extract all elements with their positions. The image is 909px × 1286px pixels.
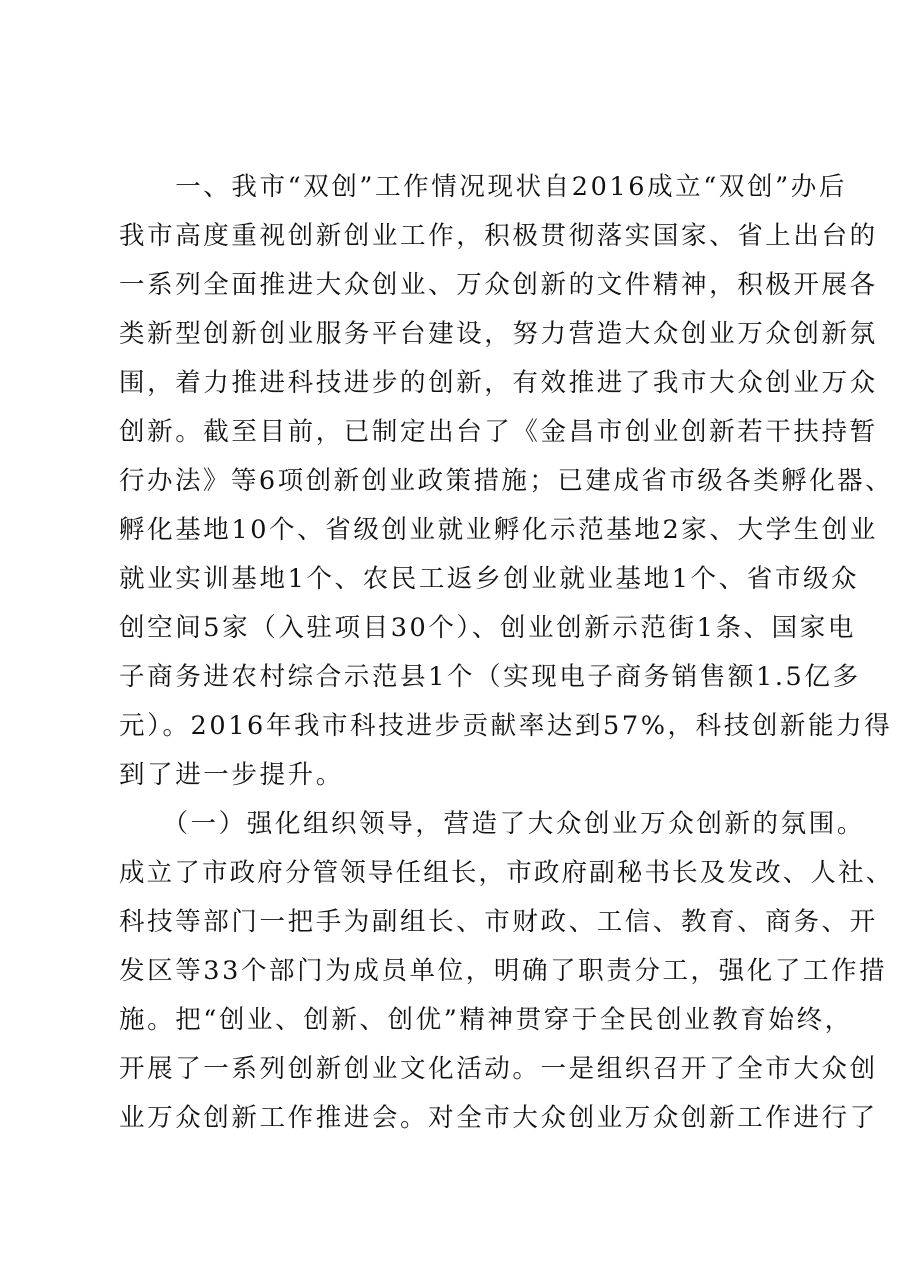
text-line: 元）。2016年我市科技进步贡献率达到57%，科技创新能力得 [119, 711, 893, 741]
text-line: 类新型创新创业服务平台建设，努力营造大众创业万众创新氛 [119, 319, 878, 349]
text-line: 创新。截至目前，已制定出台了《金昌市创业创新若干扶持暂 [119, 417, 878, 447]
text-line: 围，着力推进科技进步的创新，有效推进了我市大众创业万众 [119, 368, 878, 398]
text-line: 到了进一步提升。 [119, 760, 344, 790]
text-line: 发区等33个部门为成员单位，明确了职责分工，强化了工作措 [119, 956, 888, 986]
text-line: 行办法》等6项创新创业政策措施；已建成省市级各类孵化器、 [119, 466, 894, 496]
text-line: 一、我市“双创”工作情况现状自2016成立“双创”办后 [119, 172, 847, 202]
text-line: 开展了一系列创新创业文化活动。一是组织召开了全市大众创 [119, 1054, 878, 1084]
text-line: 子商务进农村综合示范县1个（实现电子商务销售额1.5亿多 [119, 662, 861, 692]
text-line: 一系列全面推进大众创业、万众创新的文件精神，积极开展各 [119, 270, 878, 300]
text-line: 孵化基地10个、省级创业就业孵化示范基地2家、大学生创业 [119, 515, 878, 545]
text-line: （一）强化组织领导，营造了大众创业万众创新的氛围。 [119, 809, 865, 839]
text-line: 创空间5家（入驻项目30个）、创业创新示范街1条、国家电 [119, 613, 856, 643]
text-line: 就业实训基地1个、农民工返乡创业就业基地1个、省市级众 [119, 564, 860, 594]
text-line: 施。把“创业、创新、创优”精神贯穿于全民创业教育始终， [119, 1005, 853, 1035]
text-line: 成立了市政府分管领导任组长，市政府副秘书长及发改、人社、 [119, 858, 894, 888]
text-line: 科技等部门一把手为副组长、市财政、工信、教育、商务、开 [119, 907, 878, 937]
text-line: 我市高度重视创新创业工作，积极贯彻落实国家、省上出台的 [119, 221, 878, 251]
text-line: 业万众创新工作推进会。对全市大众创业万众创新工作进行了 [119, 1103, 878, 1133]
